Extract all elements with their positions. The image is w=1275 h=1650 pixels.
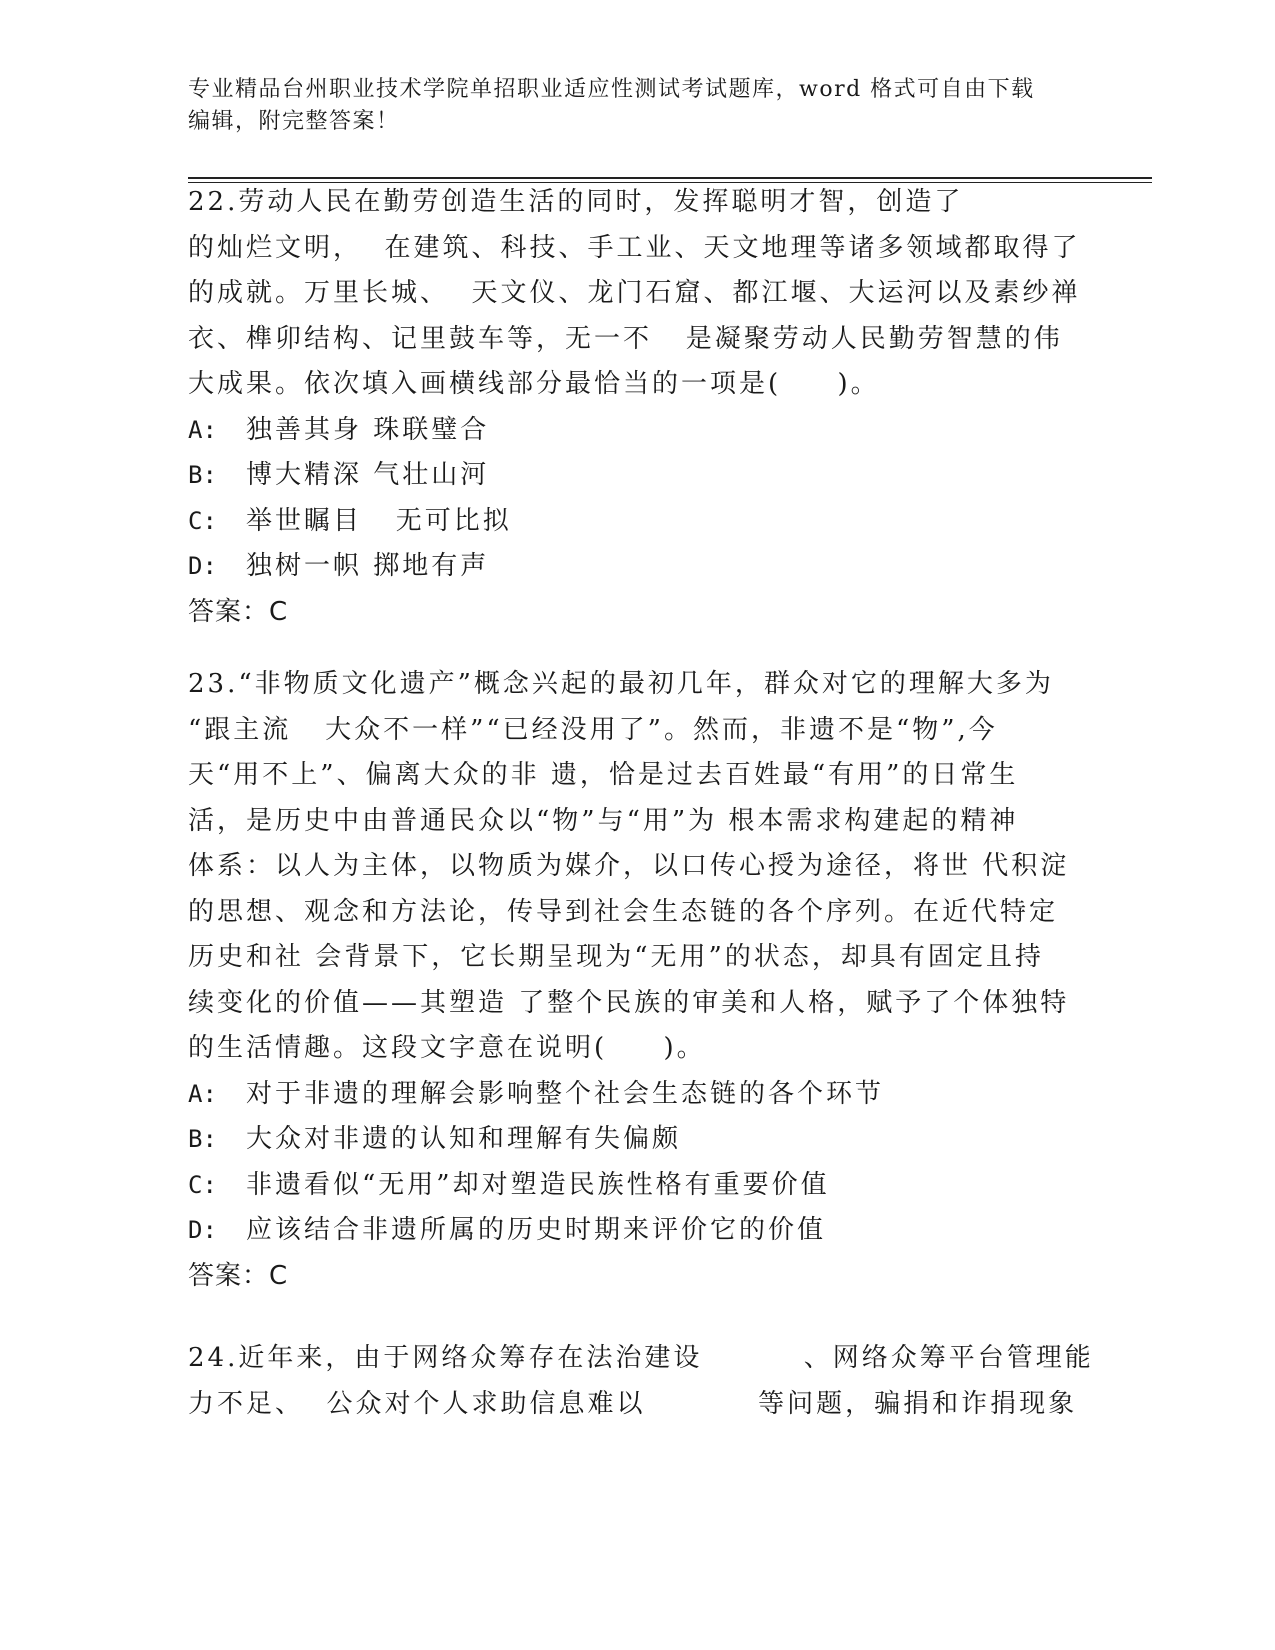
option-text: 举世瞩目 无可比拟 (246, 505, 512, 536)
header-divider-thick (188, 177, 1152, 179)
question-23-option-a (188, 1072, 1068, 1118)
option-text: 大众对非遗的认知和理解有失偏颇 (246, 1124, 682, 1154)
question-22-option-b (188, 453, 1068, 499)
question-23-answer: 答案：C (188, 1260, 289, 1291)
option-letter: B: (188, 1125, 217, 1153)
question-23-line-2: “跟主流 大众不一样”“已经没用了”。然而，非遗不是“物”,今 (188, 714, 998, 745)
option-text: 应该结合非遗所属的历史时期来评价它的价值 (246, 1215, 827, 1245)
question-22-line-4: 衣、榫卯结构、记里鼓车等，无一不 是凝聚劳动人民勤劳智慧的伟 (188, 323, 1063, 354)
option-letter: B: (188, 461, 217, 489)
question-22-option-d (188, 544, 1068, 590)
question-22-line-2: 的灿烂文明， 在建筑、科技、手工业、天文地理等诸多领域都取得了 (188, 232, 1081, 263)
header-line-1: 专业精品台州职业技术学院单招职业适应性测试考试题库，word 格式可自由下载 (188, 77, 1035, 102)
question-22-line-3: 的成就。万里长城、 天文仪、龙门石窟、都江堰、大运河以及素纱禅 (188, 278, 1081, 308)
option-text: 独树一帜 掷地有声 (246, 551, 490, 581)
option-text: 非遗看似“无用”却对塑造民族性格有重要价值 (246, 1169, 830, 1200)
option-letter: D: (188, 552, 217, 580)
question-23-line-4: 活，是历史中由普通民众以“物”与“用”为 根本需求构建起的精神 (188, 805, 1019, 836)
option-text: 独善其身 珠联璧合 (246, 414, 490, 445)
question-23-line-3: 天“用不上”、偏离大众的非 遗，恰是过去百姓最“有用”的日常生 (188, 760, 1019, 790)
option-letter: D: (188, 1216, 217, 1244)
header-line-2: 编辑，附完整答案！ (188, 109, 400, 134)
question-23-line-6: 的思想、观念和方法论，传导到社会生态链的各个序列。在近代特定 (188, 896, 1059, 927)
question-23-line-7: 历史和社 会背景下，它长期呈现为“无用”的状态，却具有固定且持 (188, 942, 1044, 972)
option-letter: A: (188, 415, 217, 444)
question-24 (188, 1336, 1094, 1427)
option-letter: A: (188, 1079, 217, 1108)
page-header (188, 74, 1068, 138)
question-23-option-b (188, 1117, 1068, 1163)
option-text: 博大精深 气壮山河 (246, 460, 490, 490)
question-23-line-1: 23.“非物质文化遗产”概念兴起的最初几年，群众对它的理解大多为 (188, 669, 1054, 699)
option-letter: C: (188, 506, 217, 535)
question-24-line-2: 力不足、 公众对个人求助信息难以 等问题，骗捐和诈捐现象 (188, 1388, 1078, 1419)
option-text: 对于非遗的理解会影响整个社会生态链的各个环节 (246, 1078, 885, 1109)
question-22-line-1: 22.劳动人民在勤劳创造生活的同时，发挥聪明才智，创造了 (188, 187, 964, 217)
question-22-option-c (188, 499, 1068, 545)
question-23-line-5: 体系：以人为主体，以物质为媒介，以口传心授为途径，将世 代积淀 (188, 851, 1070, 881)
question-22-answer: 答案：C (188, 596, 289, 627)
question-23 (188, 662, 1068, 1299)
question-23-option-c (188, 1163, 1068, 1209)
question-23-line-8: 续变化的价值——其塑造 了整个民族的审美和人格，赋予了个体独特 (188, 987, 1070, 1018)
option-letter: C: (188, 1170, 217, 1199)
question-23-line-9: 的生活情趣。这段文字意在说明( )。 (188, 1033, 706, 1063)
question-22-option-a (188, 408, 1068, 454)
question-24-line-1: 24.近年来，由于网络众筹存在法治建设 、网络众筹平台管理能 (188, 1343, 1094, 1373)
question-23-option-d (188, 1208, 1068, 1254)
question-22-line-5: 大成果。依次填入画横线部分最恰当的一项是( )。 (188, 369, 880, 399)
question-22 (188, 180, 1081, 635)
